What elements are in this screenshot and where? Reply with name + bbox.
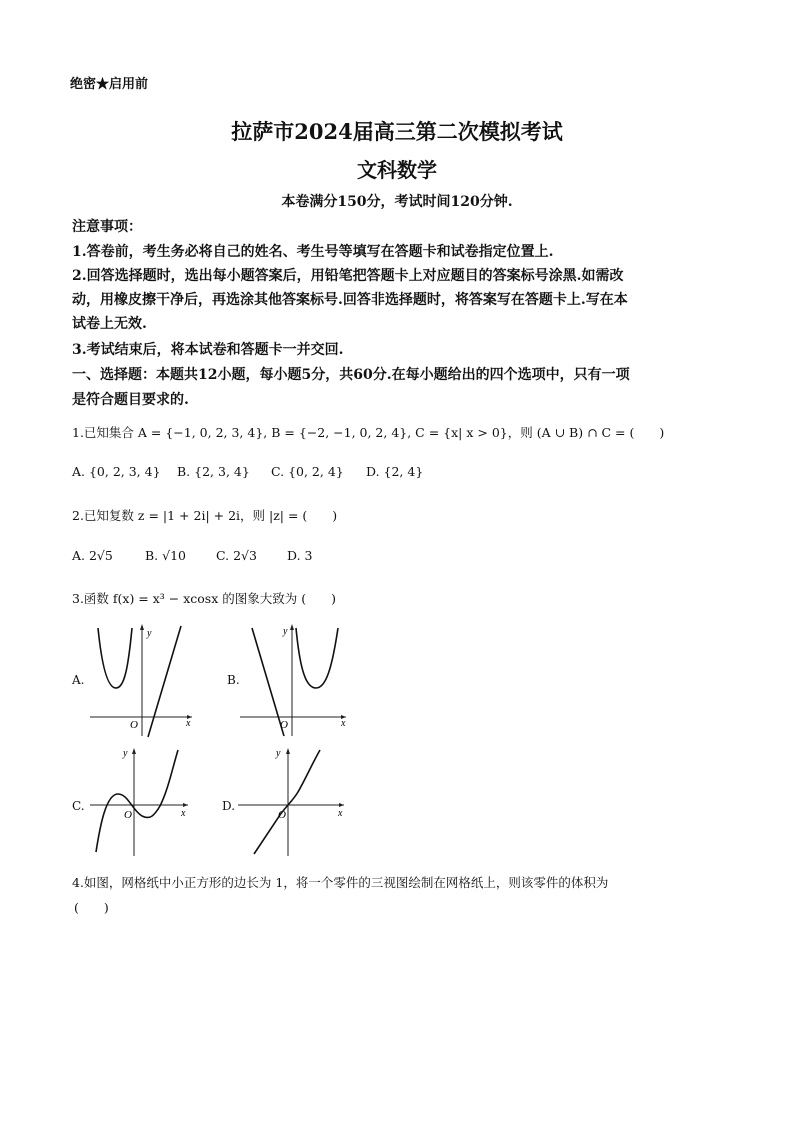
q2-option-d: D. 3 <box>287 548 313 563</box>
q2-option-c: C. 2√3 <box>216 548 257 563</box>
x-axis-label: x <box>338 808 343 819</box>
y-axis-arrow-icon <box>290 624 294 630</box>
note-2-line-3: 试卷上无效. <box>72 316 147 332</box>
y-axis-label: y <box>123 748 128 759</box>
notes-heading: 注意事项： <box>72 219 142 235</box>
note-2-line-1: 2.回答选择题时，选出每小题答案后，用铅笔把答题卡上对应题目的答案标号涂黑.如需改 <box>72 268 624 284</box>
q3-option-d-label: D. <box>222 799 236 813</box>
exam-subject: 文科数学 <box>357 158 437 182</box>
exam-title: 拉萨市2024届高三第二次模拟考试 <box>231 119 563 144</box>
curve-right <box>296 628 338 688</box>
q1-option-d: D. {2, 4} <box>366 464 424 479</box>
origin-label: O <box>124 809 132 821</box>
q4-stem-line-2: ( ) <box>74 900 109 915</box>
y-axis-label: y <box>283 626 288 637</box>
q1-option-c: C. {0, 2, 4} <box>271 464 344 479</box>
q2-option-a: A. 2√5 <box>72 548 113 563</box>
x-axis-arrow-icon <box>183 803 188 807</box>
note-2-line-2: 动，用橡皮擦干净后，再选涂其他答案标号.回答非选择题时，将答案写在答题卡上.写在本 <box>72 292 628 308</box>
curve-right <box>148 626 181 737</box>
curve <box>96 750 178 852</box>
x-axis-label: x <box>341 718 346 729</box>
q3-option-c-label: C. <box>72 799 85 813</box>
q3-graph-a <box>88 620 198 738</box>
origin-label: O <box>130 719 138 731</box>
q1-option-a: A. {0, 2, 3, 4} <box>72 464 161 479</box>
q2-option-b: B. √10 <box>145 548 187 563</box>
q1-stem: 1.已知集合 A = {−1, 0, 2, 3, 4}, B = {−2, −1, 0, 2, 4}, C = {x| x > 0}，则 (A ∪ B) ∩ C = ( ) <box>72 425 665 440</box>
y-axis-arrow-icon <box>286 748 290 754</box>
origin-label: O <box>280 719 288 731</box>
q3-stem: 3.函数 f(x) = x³ − xcosx 的图象大致为 ( ) <box>72 591 336 606</box>
q3-graph-c <box>88 746 198 858</box>
q3-option-b-label: B. <box>227 673 240 687</box>
exam-info: 本卷满分150分，考试时间120分钟. <box>281 194 513 210</box>
y-axis-arrow-icon <box>132 748 136 754</box>
q1-option-b: B. {2, 3, 4} <box>177 464 250 479</box>
note-3: 3.考试结束后，将本试卷和答题卡一并交回. <box>72 342 344 358</box>
y-axis-label: y <box>147 628 152 639</box>
q3-graph-d <box>236 746 350 858</box>
curve-left <box>98 628 132 688</box>
note-1: 1.答卷前，考生务必将自己的姓名、考生号等填写在答题卡和试卷指定位置上. <box>72 244 554 260</box>
origin-label: O <box>278 809 286 821</box>
section-heading-line-1: 一、选择题：本题共12小题，每小题5分，共60分.在每小题给出的四个选项中，只有一项 <box>72 367 630 383</box>
q3-graph-b <box>238 620 350 738</box>
q2-stem: 2.已知复数 z = |1 + 2i| + 2i，则 |z| = ( ) <box>72 508 338 523</box>
section-heading-line-2: 是符合题目要求的. <box>72 392 189 408</box>
x-axis-label: x <box>181 808 186 819</box>
x-axis-label: x <box>186 718 191 729</box>
q3-option-a-label: A. <box>72 673 85 687</box>
y-axis-label: y <box>276 748 281 759</box>
x-axis-arrow-icon <box>339 803 344 807</box>
curve <box>254 750 320 854</box>
y-axis-arrow-icon <box>140 624 144 630</box>
confidential-label: 绝密★启用前 <box>70 77 149 92</box>
q4-stem-line-1: 4.如图，网格纸中小正方形的边长为 1，将一个零件的三视图绘制在网格纸上，则该零件的体积为 <box>72 875 609 890</box>
